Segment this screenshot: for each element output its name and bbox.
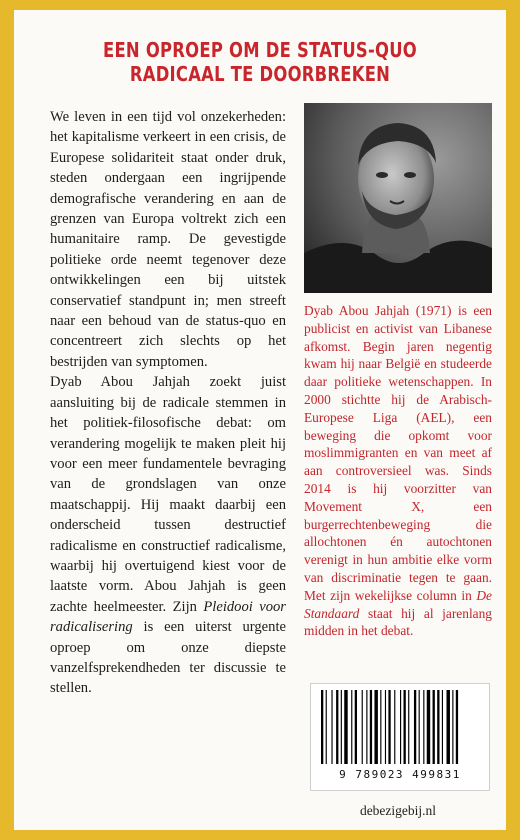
barcode-bar: [326, 690, 327, 764]
author-bio: [304, 302, 492, 640]
bio-text-end: staat hij al jarenlang midden in het debat.: [304, 605, 492, 639]
barcode-bars: [319, 690, 481, 766]
barcode-bar: [433, 690, 435, 764]
barcode-bar: [394, 690, 395, 764]
publisher-url: debezigebij.nl: [359, 803, 437, 818]
barcode-bar: [437, 690, 439, 764]
back-cover: [14, 10, 506, 830]
barcode-bar: [351, 690, 352, 764]
barcode-bar: [336, 690, 338, 764]
barcode: [310, 683, 490, 791]
barcode-bar: [452, 690, 453, 764]
blurb: [50, 107, 286, 699]
barcode-bar: [400, 690, 401, 764]
barcode-bar: [321, 690, 323, 764]
barcode-bar: [362, 690, 363, 764]
barcode-bar: [380, 690, 381, 764]
author-portrait-image: [304, 103, 492, 293]
barcode-bar: [385, 690, 386, 764]
barcode-bar: [456, 690, 458, 764]
blurb-paragraph-1: We leven in een tijd vol onzekerheden: het kapitalisme verkeert in een crisis, de Europese solidariteit staat onder druk, steden ondergaan een ingrijpende demografische verandering en aan de grenzen van Europa voltrekt zich een humanitaire ramp. De gevestigde politieke orde neemt tegenover deze ontwikkelingen een bij uitstek conservatief standpunt in; men streeft naar een behoud van de status-quo en concentreert zich slechts op het bestrijden van symptomen.: [50, 109, 286, 370]
barcode-bar: [370, 690, 372, 764]
newspaper-name: De Standaard: [304, 587, 492, 621]
isbn-number: 9 789023 499831: [339, 768, 461, 781]
barcode-bar: [427, 690, 430, 764]
barcode-bar: [447, 690, 450, 764]
barcode-bar: [374, 690, 377, 764]
barcode-bar: [331, 690, 332, 764]
barcode-bar: [423, 690, 424, 764]
headline-line-1: EEN OPROEP OM DE STATUS-QUO: [103, 38, 417, 62]
barcode-bar: [366, 690, 367, 764]
barcode-bar: [355, 690, 357, 764]
book-title: Pleidooi voor radicalisering: [50, 598, 286, 636]
author-photo: [304, 103, 492, 293]
blurb-p2-end: is een uiterst urgente oproep om onze diepste vanzelfsprekendheden ter discussie te stellen.: [50, 619, 286, 697]
barcode-bar: [341, 690, 342, 764]
headline-line-2: RADICAAL TE DOORBREKEN: [129, 62, 391, 86]
barcode-bar: [414, 690, 416, 764]
bio-text: Dyab Abou Jahjah (1971) is een publicist en activist van Libanese afkomst. Begin jaren negentig kwam hij naar België en studeerde daar politieke wetenschappen. In 2000 stichtte hij de Arabisch-Europese Liga (AEL), een beweging die opkomt voor moslimmigranten en van meet af aan controversieel was. Sinds 2014 is hij voorzitter van Movement X, een burgerrechtenbeweging die allochtonen én autochtonen verenigt in hun ambitie elke vorm van discriminatie tegen te gaan. Met zijn wekelijkse column in: [304, 303, 492, 603]
barcode-bar: [442, 690, 443, 764]
bio-paragraph: [304, 302, 492, 640]
barcode-bar: [388, 690, 390, 764]
barcode-bar: [419, 690, 420, 764]
barcode-bar: [404, 690, 406, 764]
blurb-p2-text: Dyab Abou Jahjah zoekt juist aansluiting bij de radicale stemmen in het politiek-filosofische debat: om verandering mogelijk te maken pleit hij voor een meer fundamentele bevraging van de grondslagen van onze maatschappij. Hij maakt daarbij een onderscheid tussen destructief radicalisme en constructief radicalisme, waarbij hij overtuigend kiest voor de laatste vorm. Abou Jahjah is geen zachte heelmeester. Zijn: [50, 374, 286, 615]
barcode-bar: [408, 690, 409, 764]
barcode-bar: [344, 690, 347, 764]
blurb-paragraph-2: [50, 372, 286, 699]
headline: [58, 38, 461, 86]
